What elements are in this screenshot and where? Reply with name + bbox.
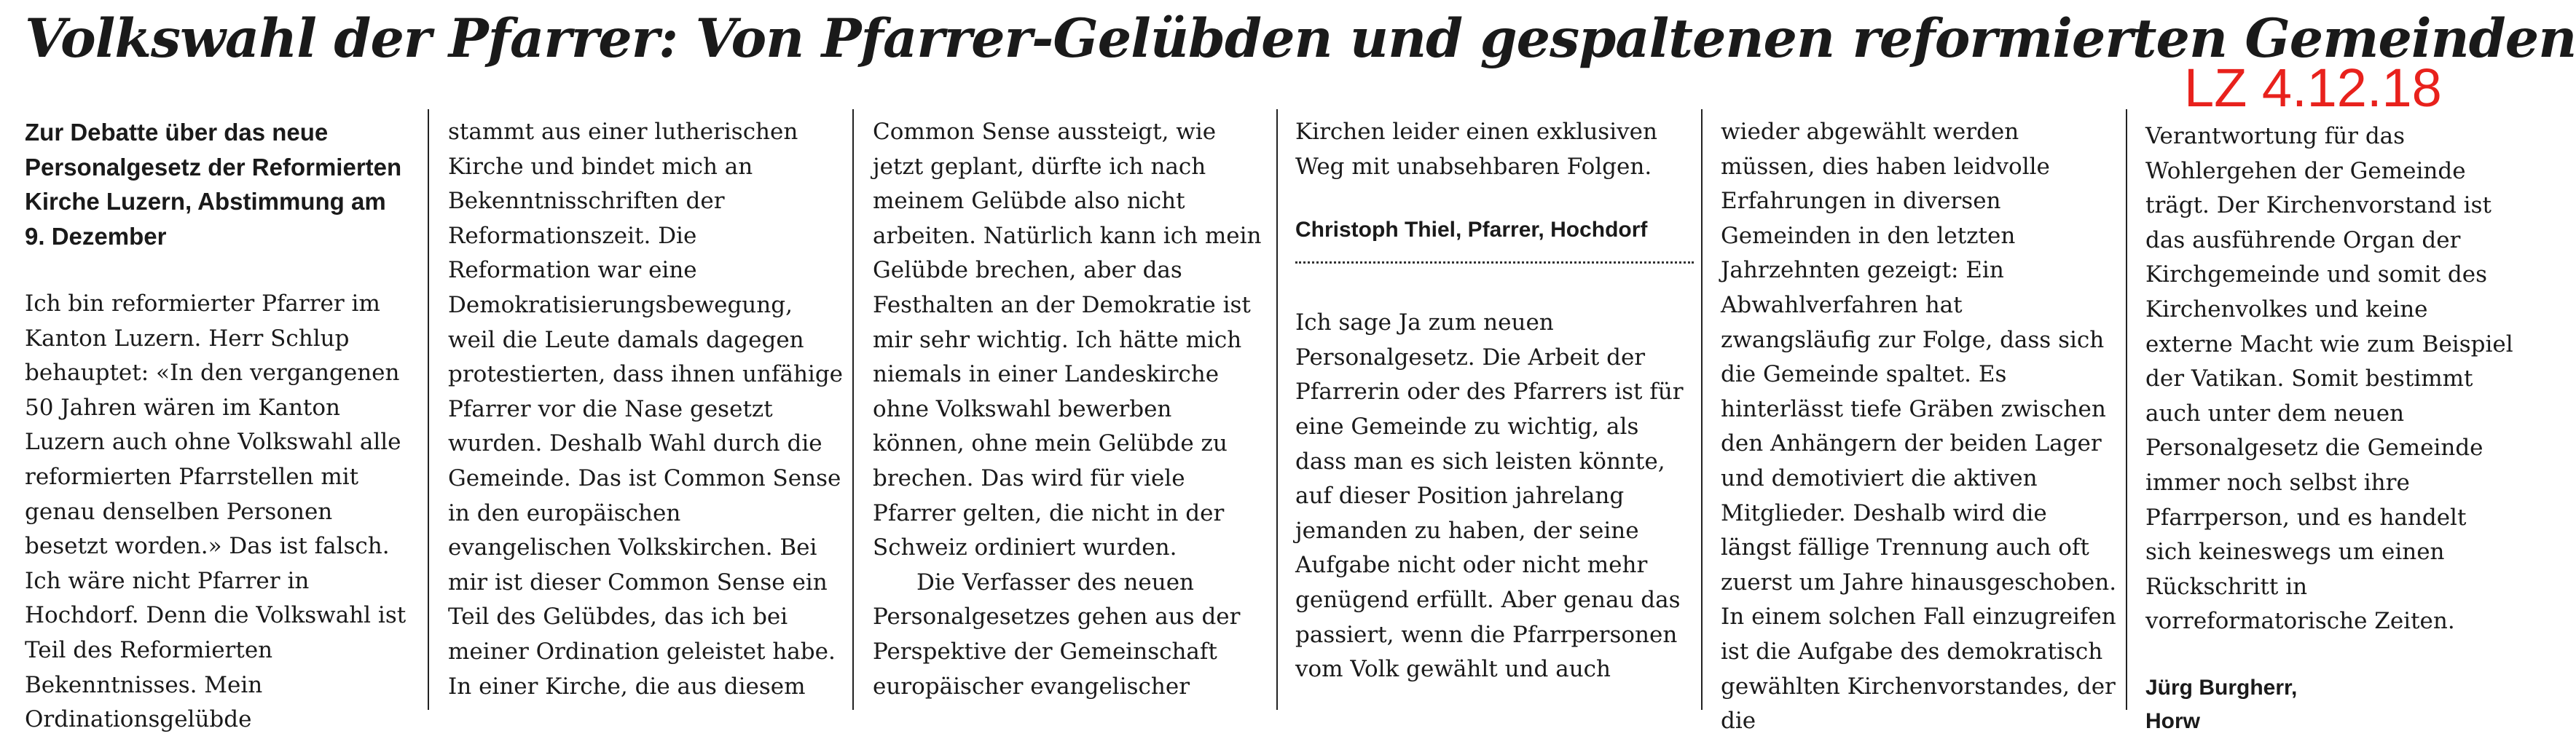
column-rule xyxy=(852,109,854,710)
column-2 xyxy=(448,115,845,710)
letter-1-paragraph: Kirchen leider einen exklusiven Weg mit unabsehbaren Folgen. xyxy=(1295,119,1657,180)
intro-lead: Zur Debatte über das neue Personalgesetz der Reformierten Kirche Luzern, Abstimmung am 9. Dezember xyxy=(25,119,402,250)
column-6 xyxy=(2145,119,2513,733)
column-rule xyxy=(2126,109,2127,710)
column-5 xyxy=(1721,115,2118,735)
letter-1-paragraph: stammt aus einer lutherischen Kirche und bindet mich an Bekenntnisschriften der Reformationszeit. Die Reformation war eine Demokratisierungsbewegung, weil die Leute damals dagegen protestierten, dass ihnen unfähige Pfarrer vor die Nase gesetzt wurden. Deshalb Wahl durch die Gemeinde. Das ist Common Sense in den europäischen evangelischen Volkskirchen. Bei mir ist dieser Common Sense ein Teil des Gelübdes, das ich bei meiner Ordination geleistet habe. In einer Kirche, die aus diesem xyxy=(448,119,844,700)
column-rule xyxy=(428,109,429,710)
column-rule xyxy=(1276,109,1278,710)
letter-1-paragraph: Ich bin reformierter Pfarrer im Kanton Luzern. Herr Schlup behauptet: «In den vergangenen 50 Jahren wären im Kanton Luzern auch ohne Volkswahl alle reformierten Pfarrstellen mit genau denselben Personen besetzt worden.» Das ist falsch. Ich wäre nicht Pfarrer in Hochdorf. Denn die Volkswahl ist Teil des Reformierten Bekenntnisses. Mein Ordinationsgelübde xyxy=(25,291,407,733)
author-signature-1: Christoph Thiel, Pfarrer, Hochdorf xyxy=(1295,218,1648,242)
column-3 xyxy=(873,115,1270,710)
letter-2-paragraph: Ich sage Ja zum neuen Personalgesetz. Die Arbeit der Pfarrerin oder des Pfarrers ist für eine Gemeinde zu wichtig, als dass man es sich leisten könnte, auf dieser Position jahrelang jemanden zu haben, der seine Aufgabe nicht oder nicht mehr genügend erfüllt. Aber genau das passiert, wenn die Pfarrpersonen vom Volk gewählt und auch xyxy=(1295,309,1684,683)
letter-1-paragraph: Die Verfasser des neuen Personalgesetzes gehen aus der Perspektive der Gemeinschaft europäischer evangelischer xyxy=(873,569,1241,700)
column-1 xyxy=(25,115,412,733)
headline: Volkswahl der Pfarrer: Von Pfarrer-Gelübden und gespaltenen reformierten Gemeinden xyxy=(25,7,2576,70)
letter-1-paragraph: Common Sense aussteigt, wie jetzt geplant, dürfte ich nach meinem Gelübde also nicht arbeiten. Natürlich kann ich mein Gelübde brechen, aber das Festhalten an der Demokratie ist mir sehr wichtig. Ich hätte mich niemals in einer Landeskirche ohne Volkswahl bewerben können, ohne mein Gelübde zu brechen. Das wird für viele Pfarrer gelten, die nicht in der Schweiz ordiniert wurden. xyxy=(873,119,1262,561)
letter-2-paragraph: Verantwortung für das Wohlergehen der Gemeinde trägt. Der Kirchenvorstand ist das ausführende Organ der Kirchgemeinde und somit des Kirchenvolkes und keine externe Macht wie zum Beispiel der Vatikan. Somit bestimmt auch unter dem neuen Personalgesetz die Gemeinde immer noch selbst ihre Pfarrperson, und es handelt sich keineswegs um einen Rückschritt in vorreformatorische Zeiten. xyxy=(2145,123,2513,635)
letter-2-paragraph: wieder abgewählt werden müssen, dies haben leidvolle Erfahrungen in diversen Gemeinden in den letzten Jahrzehnten gezeigt: Ein Abwahlverfahren hat zwangsläufig zur Folge, dass sich die Gemeinde spaltet. Es hinterlässt tiefe Gräben zwischen den Anhängern der beiden Lager und demotiviert die aktiven Mitglieder. Deshalb wird die längst fällige Trennung auch oft zuerst um Jahre hinausgeschoben. In einem solchen Fall einzugreifen ist die Aufgabe des demokratisch gewählten Kirchenvorstandes, der die xyxy=(1721,119,2117,735)
column-rule xyxy=(1701,109,1703,710)
author-signature-2-place: Horw xyxy=(2145,708,2200,733)
handwritten-date-stamp: LZ 4.12.18 xyxy=(2184,58,2442,118)
dotted-separator xyxy=(1295,261,1694,264)
column-4 xyxy=(1295,115,1694,710)
author-signature-2-name: Jürg Burgherr, xyxy=(2145,675,2298,700)
